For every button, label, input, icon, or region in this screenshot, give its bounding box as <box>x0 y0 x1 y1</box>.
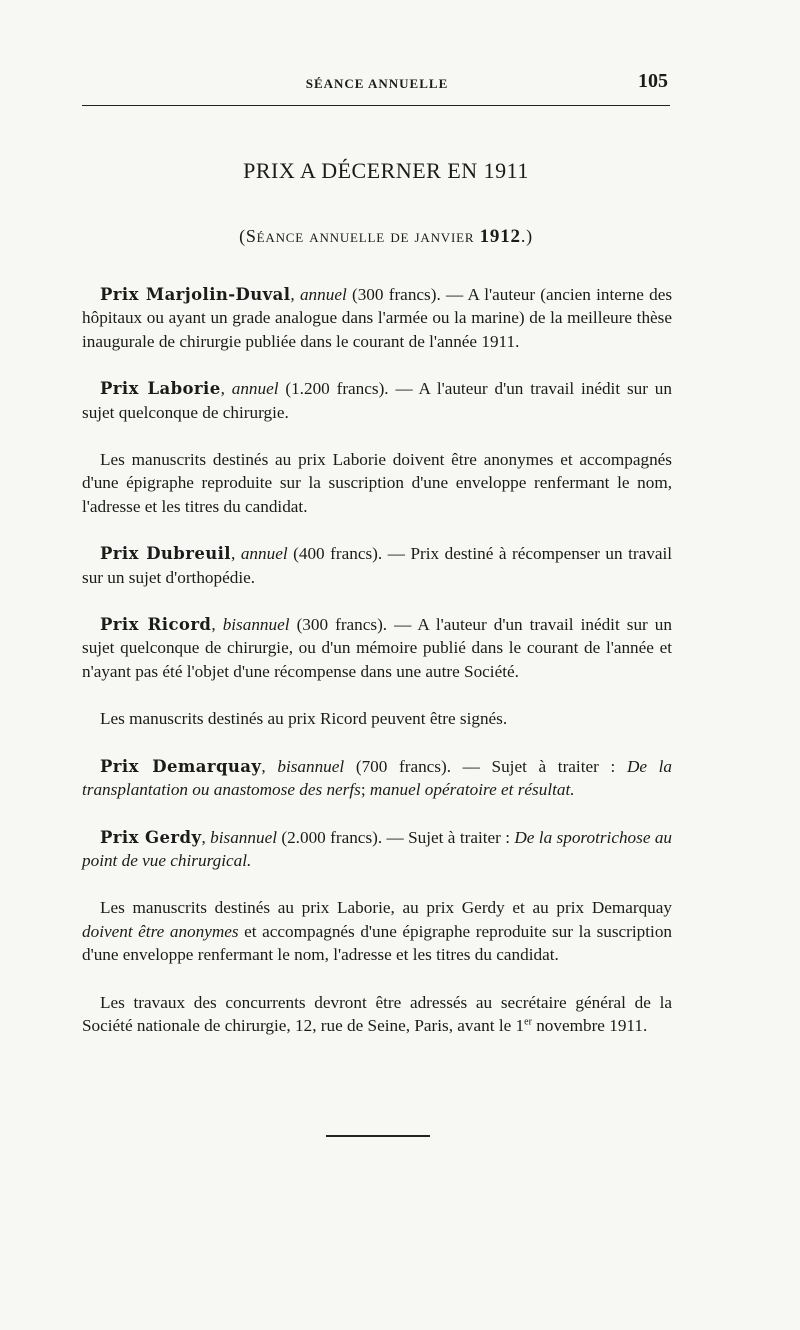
paragraph-text: (300 francs). — A l'auteur (ancien interne des hôpitaux ou ayant un grade analogue dans l'armée ou la marine) de la meilleure thèse inaugurale de chirurgie publiée dans le courant de l'année 1911. <box>82 285 673 351</box>
header-rule <box>82 105 670 106</box>
separator: , <box>220 379 232 399</box>
paragraph-text: (300 francs). — A l'auteur d'un travail inédit sur un sujet quelconque de chirurgie, ou d'un mémoire publié dans le courant de l'année et n'ayant pas été l'objet d'une récompense dans une autre Société. <box>82 615 672 681</box>
paragraph-anonymity-note <box>82 896 672 966</box>
paragraph-laborie-note <box>82 448 672 518</box>
section-subtitle <box>0 226 772 248</box>
paragraph-demarquay <box>82 755 672 802</box>
paragraph-text: Les manuscrits destinés au prix Laborie, au prix Gerdy et au prix Demarquay <box>100 898 672 918</box>
ordinal-superscript: er <box>524 1016 532 1028</box>
prize-name: Prix Laborie <box>100 379 221 399</box>
page-number: 105 <box>638 70 668 92</box>
prize-frequency: bisannuel <box>222 615 290 635</box>
paragraph-dubreuil <box>82 542 672 589</box>
prize-frequency: annuel <box>240 544 288 564</box>
paragraph-text: Les travaux des concurrents devront être adressés au secrétaire général de la Société nationale de chirurgie, 12, rue de Seine, Paris, avant le 1 <box>82 992 672 1035</box>
paragraph-laborie <box>82 377 672 424</box>
paragraph-text: Les manuscrits destinés au prix Ricord peuvent être signés. <box>100 709 508 729</box>
prize-name: Prix Gerdy <box>100 827 202 847</box>
body-text <box>82 283 672 1061</box>
prize-subject: De la transplantation ou anastomose des nerfs <box>82 756 673 800</box>
paragraph-ricord-note <box>82 707 672 730</box>
separator: , <box>261 756 278 776</box>
section-title: PRIX A DÉCERNER EN 1911 <box>243 158 529 183</box>
prize-frequency: annuel <box>231 379 279 399</box>
subtitle-year: 1912 <box>479 226 521 247</box>
running-title: SÉANCE ANNUELLE <box>305 76 449 91</box>
paragraph-text-2: novembre 1911. <box>531 1015 648 1035</box>
paragraph-gerdy <box>82 826 672 873</box>
paragraph-text: (700 francs). — Sujet à traiter : <box>344 756 627 776</box>
prize-frequency: bisannuel <box>210 827 277 847</box>
separator: , <box>290 285 300 304</box>
separator: , <box>201 827 211 847</box>
subtitle-open: ( <box>239 226 246 246</box>
paragraph-ricord <box>82 613 672 683</box>
subtitle-close: .) <box>520 226 533 246</box>
paragraph-submission <box>82 991 672 1038</box>
prize-frequency: bisannuel <box>277 756 345 776</box>
prize-frequency: annuel <box>299 285 347 304</box>
prize-name: Prix Dubreuil <box>100 544 231 564</box>
paragraph-text: (2.000 francs). — Sujet à traiter : <box>276 827 515 847</box>
prize-name: Prix Marjolin-Duval <box>100 285 291 304</box>
running-head <box>82 70 672 100</box>
paragraph-text: Les manuscrits destinés au prix Laborie doivent être anonymes et accompagnés d'une épigraphe reproduite sur la suscription d'une enveloppe renfermant le nom, l'adresse et les titres du candidat. <box>82 450 672 516</box>
paragraph-text-2: et accompagnés d'une épigraphe reproduite sur la suscription d'une enveloppe renfermant le nom, l'adresse et les titres du candidat. <box>82 921 673 965</box>
paragraph-marjolin-duval <box>82 283 672 353</box>
subtitle-text: Séance annuelle de janvier <box>245 226 475 246</box>
prize-subject-2: manuel opératoire et résultat. <box>369 780 575 800</box>
emphasis: doivent être anonymes <box>82 921 239 941</box>
separator: , <box>211 615 223 635</box>
prize-name: Prix Ricord <box>100 615 212 635</box>
paragraph-text-2: ; <box>360 780 370 800</box>
prize-name: Prix Demarquay <box>100 756 262 776</box>
paragraph-text: (1.200 francs). — A l'auteur d'un travail inédit sur un sujet quelconque de chirurgie. <box>82 379 672 422</box>
prize-subject: De la sporotrichose au point de vue chirurgical. <box>82 827 673 870</box>
paragraph-text: (400 francs). — Prix destiné à récompenser un travail sur un sujet d'orthopédie. <box>82 544 673 587</box>
end-rule <box>326 1135 430 1137</box>
separator: , <box>230 544 241 564</box>
